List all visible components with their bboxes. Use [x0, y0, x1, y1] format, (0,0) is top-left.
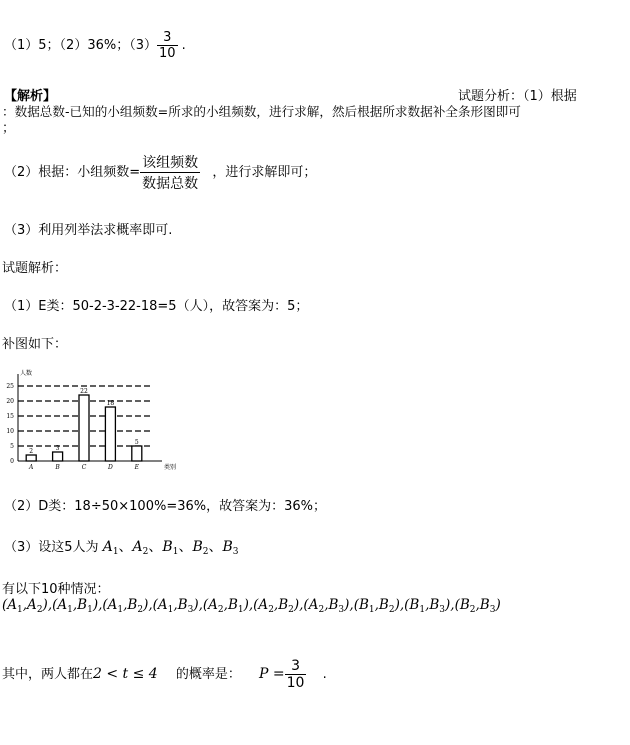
analysis-line: （3）利用列举法求概率即可. [4, 223, 173, 238]
x-axis-label: 类别 [164, 464, 177, 471]
bar-chart [0, 366, 190, 476]
solution-line: （1）E类：50-2-3-22-18=5（人），故答案为：5； [4, 299, 309, 314]
category-label: B [55, 464, 60, 471]
solution-line: 有以下10种情况： [2, 582, 110, 597]
solution-heading: 试题解析： [2, 261, 68, 276]
answer-line: （1）5；（2）36%；（3） $\frac{3}{10}$ . [4, 30, 186, 61]
y-tick-label: 20 [6, 398, 14, 405]
bar-A [26, 455, 36, 461]
analysis-line: ：数据总数-已知的小组频数=所求的小组频数，进行求解，然后根据所求数据补全条形图即可 [2, 104, 521, 119]
probability-line: 其中，两人都在2 < t ≤ 4 的概率是： P = $\frac{3}{10}$ . [2, 658, 327, 691]
y-tick-label: 15 [6, 413, 14, 420]
bar-label: 18 [106, 400, 115, 407]
solution-line: （2）D类：18÷50×100%=36%，故答案为：36%； [4, 499, 326, 514]
pairs-list: $(A_1,A_2),(A_1,B_1),(A_1,B_2),(A_1,B_3),(A_2,B_1),(A_2,B_2),(A_2,B_3),(B_1,B_2),(B_1,B_3),(B_2,B_3)$ [2, 597, 501, 615]
y-tick-label: 25 [6, 383, 14, 390]
category-label: D [107, 464, 113, 471]
bar-B [53, 452, 63, 461]
analysis-intro: 试题分析：（1）根据 [458, 89, 577, 104]
solution-people: （3）设这5人为 $A_1$、$A_2$、$B_1$、$B_2$、$B_3$ [4, 539, 239, 557]
people-list: $A_1$、$A_2$、$B_1$、$B_2$、$B_3$ [102, 539, 239, 557]
analysis-heading: 【解析】 [4, 89, 57, 104]
bar-E [132, 446, 142, 461]
analysis-line: ； [2, 121, 16, 136]
condition: 2 < t ≤ 4 [93, 666, 158, 682]
bar-C [79, 395, 89, 461]
bar-D [105, 407, 115, 461]
solution-line: 补图如下： [2, 337, 68, 352]
answer-text: （1）5；（2）36%；（3） [4, 38, 157, 53]
y-axis-label: 人数 [20, 370, 33, 377]
formula-fraction: $\frac{\text{该组频数}}{\text{数据总数}}$ [142, 155, 199, 192]
bar-label: 5 [134, 439, 139, 446]
category-label: E [134, 464, 139, 471]
bar-label: 22 [80, 388, 88, 395]
y-tick-label: 0 [10, 458, 14, 465]
y-tick-label: 5 [10, 443, 14, 450]
probability-fraction: $\frac{3}{10}$ [286, 658, 305, 691]
y-tick-label: 10 [6, 428, 14, 435]
bar-label: 2 [29, 448, 34, 455]
bar-label: 3 [55, 445, 60, 452]
category-label: A [29, 464, 34, 471]
analysis-formula: （2）根据：小组频数= $\frac{\text{该组频数}}{\text{数据总数}}$ ，进行求解即可； [4, 152, 316, 193]
answer-fraction: $\frac{3}{10}$ [158, 30, 176, 61]
category-label: C [81, 464, 87, 471]
